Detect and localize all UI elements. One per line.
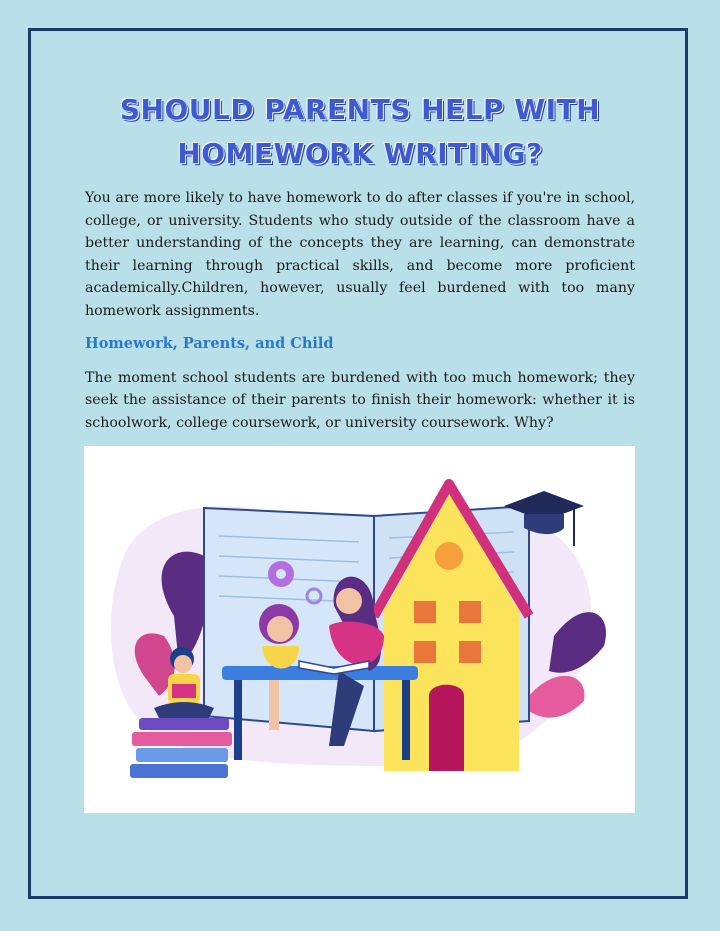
title-line-1: SHOULD PARENTS HELP WITH: [119, 93, 601, 126]
page-title: [0, 88, 720, 176]
intro-paragraph: You are more likely to have homework to do after classes if you're in school, college, or university. Students who study outside of the classroom have a better understanding of the concepts they are learning, can demonstrate their learning through practical skills, and become more proficient academically.Children, however, usually feel burdened with too many homework assignments.: [85, 190, 635, 319]
article-body: [85, 187, 635, 434]
title-line-2: HOMEWORK WRITING?: [177, 137, 543, 170]
section-paragraph: The moment school students are burdened with too much homework; they seek the assistance of their parents to finish their homework: whether it is schoolwork, college coursework, or university coursework. Why?: [85, 369, 635, 431]
homework-illustration: [84, 446, 635, 813]
section-heading: Homework, Parents, and Child: [85, 335, 334, 352]
book-stack-icon: [130, 718, 232, 778]
